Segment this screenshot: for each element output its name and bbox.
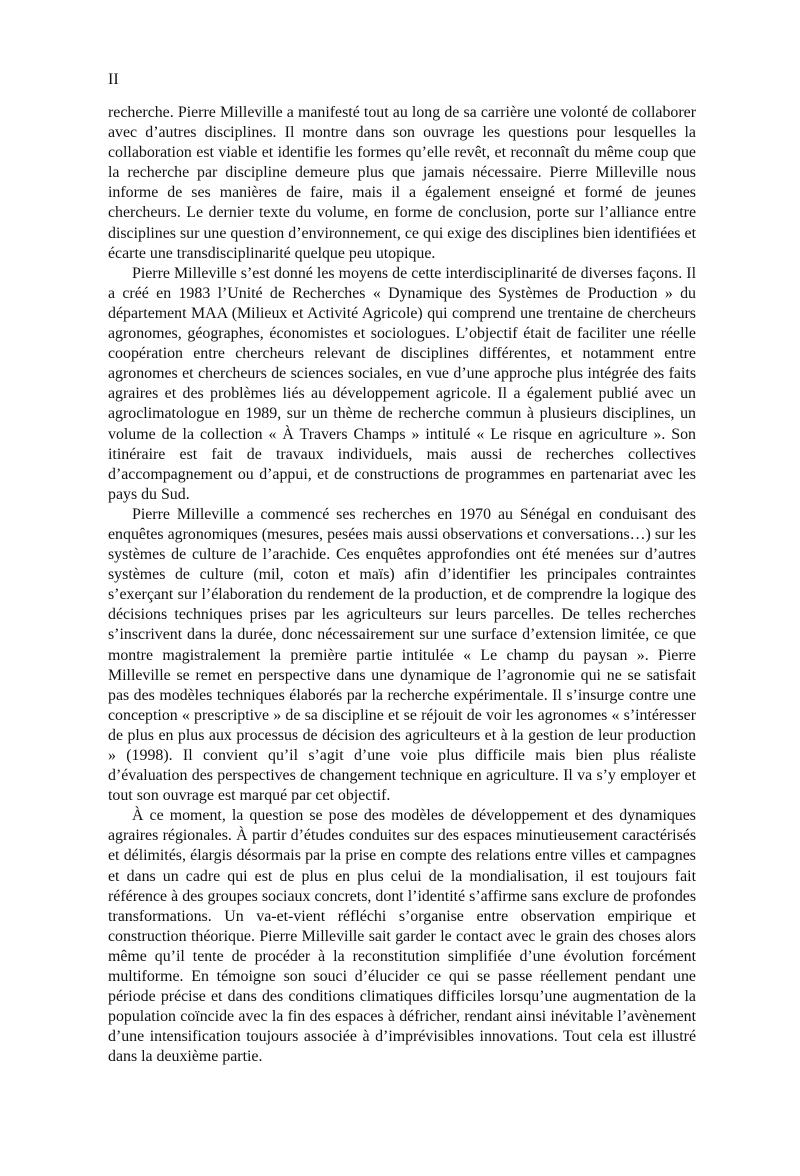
paragraph: À ce moment, la question se pose des modèles de développement et des dynamiques agraires régionales. À partir d’études conduites sur des espaces minutieusement caractérisés et délimités, élargis désormais par la prise en compte des relations entre villes et campagnes et dans un cadre qui est de plus en plus celui de la mondialisation, il est toujours fait référence à des groupes sociaux concrets, dont l’identité s’affirme sans exclure de profondes transformations. Un va-et-vient réfléchi s’organise entre observation empirique et construction théorique. Pierre Milleville sait garder le contact avec le grain des choses alors même qu’il tente de procéder à la reconstitution simplifiée d’une évolution forcément multiforme. En témoigne son souci d’élucider ce qui se passe réellement pendant une période précise et dans des conditions climatiques difficiles lorsqu’une augmentation de la population coïncide avec la fin des espaces à défricher, rendant ainsi inévitable l’avènement d’une intensification toujours associée à d’imprévisibles innovations. Tout cela est illustré dans la deuxième partie.: [108, 807, 696, 1066]
paragraph: recherche. Pierre Milleville a manifesté tout au long de sa carrière une volonté de collaborer avec d’autres disciplines. Il montre dans son ouvrage les questions pour lesquelles la collaboration est viable et identifie les formes qu’elle revêt, et reconnaît du même coup que la recherche par discipline demeure plus que jamais nécessaire. Pierre Milleville nous informe de ses manières de faire, mais il a également enseigné et formé de jeunes chercheurs. Le dernier texte du volume, en forme de conclusion, porte sur l’alliance entre disciplines sur une question d’environnement, ce qui exige des disciplines bien identifiées et écarte une transdisciplinarité quelque peu utopique.: [108, 104, 696, 262]
page-number: II: [108, 71, 119, 88]
body-text: [108, 103, 696, 1068]
paragraph: Pierre Milleville a commencé ses recherches en 1970 au Sénégal en conduisant des enquêtes agronomiques (mesures, pesées mais aussi observations et conversations…) sur les systèmes de culture de l’arachide. Ces enquêtes approfondies ont été menées sur d’autres systèmes de culture (mil, coton et maïs) afin d’identifier les principales contraintes s’exerçant sur l’élaboration du rendement de la production, et de comprendre la logique des décisions techniques prises par les agriculteurs sur leurs parcelles. De telles recherches s’inscrivent dans la durée, donc nécessairement sur une surface d’extension limitée, ce que montre magistralement la première partie intitulée « Le champ du paysan ». Pierre Milleville se remet en perspective dans une dynamique de l’agronomie qui ne se satisfait pas des modèles techniques élaborés par la recherche expérimentale. Il s’insurge contre une conception « prescriptive » de sa discipline et se réjouit de voir les agronomes « s’intéresser de plus en plus aux processus de décision des agriculteurs et à la gestion de leur production » (1998). Il convient qu’il s’agit d’une voie plus difficile mais bien plus réaliste d’évaluation des perspectives de changement technique en agriculture. Il va s’y employer et tout son ouvrage est marqué par cet objectif.: [108, 505, 696, 805]
paragraph: Pierre Milleville s’est donné les moyens de cette interdisciplinarité de diverses façons. Il a créé en 1983 l’Unité de Recherches « Dynamique des Systèmes de Production » du département MAA (Milieux et Activité Agricole) qui comprend une trentaine de chercheurs agronomes, géographes, économistes et sociologues. L’objectif était de faciliter une réelle coopération entre chercheurs relevant de disciplines différentes, et notamment entre agronomes et chercheurs de sciences sociales, en vue d’une approche plus intégrée des faits agraires et des problèmes liés au développement agricole. Il a également publié avec un agroclimatologue en 1989, sur un thème de recherche commun à plusieurs disciplines, un volume de la collection « À Travers Champs » intitulé « Le risque en agriculture ». Son itinéraire est fait de travaux individuels, mais aussi de recherches collectives d’accompagnement ou d’appui, et de constructions de programmes en partenariat avec les pays du Sud.: [108, 264, 696, 503]
